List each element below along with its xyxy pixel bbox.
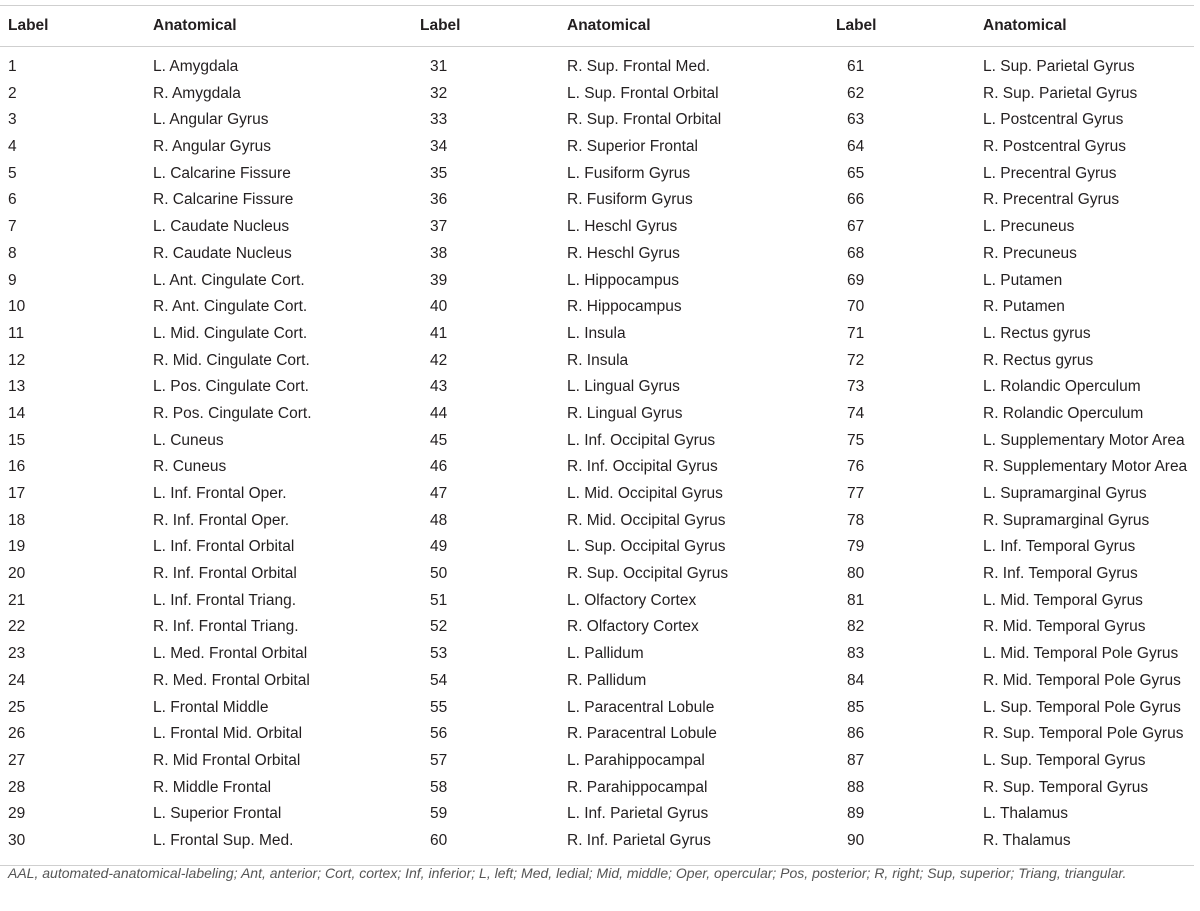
label-cell: 37 — [430, 218, 448, 236]
anatomical-cell: R. Inf. Frontal Triang. — [153, 618, 299, 636]
anatomical-cell: L. Precuneus — [983, 218, 1075, 236]
label-cell: 31 — [430, 58, 448, 75]
anatomical-cell: R. Middle Frontal — [153, 778, 272, 796]
anatomical-cell: L. Calcarine Fissure — [153, 164, 291, 182]
label-cell: 82 — [847, 618, 865, 636]
anatomical-cell: L. Thalamus — [983, 805, 1069, 823]
anatomical-cell: L. Rolandic Operculum — [983, 378, 1141, 396]
label-cell: 18 — [8, 511, 26, 529]
anatomical-cell: R. Mid Frontal Orbital — [153, 751, 301, 769]
table-row — [0, 775, 1196, 802]
anatomical-cell: L. Supplementary Motor Area — [983, 431, 1185, 449]
label-cell: 90 — [847, 831, 865, 849]
anatomical-cell: L. Med. Frontal Orbital — [153, 645, 308, 663]
label-cell: 40 — [430, 298, 448, 316]
label-cell: 49 — [430, 538, 448, 556]
anatomical-cell: R. Sup. Parietal Gyrus — [983, 84, 1138, 102]
table-row — [0, 534, 1196, 561]
label-cell: 32 — [430, 84, 448, 102]
anatomical-cell: L. Sup. Temporal Pole Gyrus — [983, 698, 1181, 716]
table-row — [0, 828, 1196, 855]
anatomical-cell: L. Mid. Temporal Gyrus — [983, 591, 1143, 609]
label-cell: 20 — [8, 565, 26, 583]
anatomical-cell: L. Olfactory Cortex — [567, 591, 697, 609]
anatomical-cell: R. Mid. Temporal Pole Gyrus — [983, 671, 1181, 689]
anatomical-cell: L. Angular Gyrus — [153, 111, 269, 129]
label-cell: 64 — [847, 138, 865, 156]
column-header: Label — [420, 17, 461, 34]
label-cell: 74 — [847, 404, 865, 422]
label-cell: 88 — [847, 778, 865, 796]
anatomical-cell: R. Mid. Cingulate Cort. — [153, 351, 310, 369]
label-cell: 36 — [430, 191, 448, 209]
anatomical-cell: L. Frontal Sup. Med. — [153, 831, 294, 849]
anatomical-cell: R. Superior Frontal — [567, 138, 698, 156]
label-cell: 13 — [8, 378, 26, 396]
anatomical-cell: R. Lingual Gyrus — [567, 404, 683, 422]
label-cell: 41 — [430, 324, 448, 342]
table-row — [0, 107, 1196, 134]
anatomical-cell: L. Rectus gyrus — [983, 324, 1091, 342]
table-row — [0, 161, 1196, 188]
anatomical-cell: L. Sup. Occipital Gyrus — [567, 538, 726, 556]
anatomical-cell: R. Sup. Temporal Gyrus — [983, 778, 1149, 796]
anatomical-cell: L. Pos. Cingulate Cort. — [153, 378, 309, 396]
anatomical-cell: R. Pos. Cingulate Cort. — [153, 404, 312, 422]
label-cell: 10 — [8, 298, 26, 316]
label-cell: 8 — [8, 244, 17, 262]
anatomical-cell: R. Postcentral Gyrus — [983, 138, 1126, 156]
column-header: Anatomical — [983, 17, 1067, 34]
label-cell: 58 — [430, 778, 448, 796]
anatomical-cell: L. Hippocampus — [567, 271, 680, 289]
label-cell: 21 — [8, 591, 26, 609]
table-row — [0, 81, 1196, 108]
label-cell: 68 — [847, 244, 865, 262]
anatomical-cell: R. Precentral Gyrus — [983, 191, 1120, 209]
anatomical-cell: R. Amygdala — [153, 84, 241, 102]
label-cell: 59 — [430, 805, 448, 823]
column-header: Label — [836, 17, 877, 34]
anatomical-cell: L. Paracentral Lobule — [567, 698, 715, 716]
label-cell: 27 — [8, 751, 26, 769]
anatomical-cell: R. Rectus gyrus — [983, 351, 1094, 369]
label-cell: 26 — [8, 725, 26, 743]
table-row — [0, 374, 1196, 401]
table-row — [0, 588, 1196, 615]
anatomical-cell: L. Putamen — [983, 271, 1063, 289]
label-cell: 85 — [847, 698, 865, 716]
table-row — [0, 614, 1196, 641]
label-cell: 67 — [847, 218, 865, 236]
anatomical-cell: L. Inf. Temporal Gyrus — [983, 538, 1136, 556]
anatomical-cell: R. Inf. Occipital Gyrus — [567, 458, 718, 476]
label-cell: 71 — [847, 324, 865, 342]
anatomical-cell: R. Precuneus — [983, 244, 1077, 262]
anatomical-cell: L. Frontal Middle — [153, 698, 269, 716]
anatomical-cell: L. Fusiform Gyrus — [567, 164, 691, 182]
anatomical-cell: L. Supramarginal Gyrus — [983, 485, 1147, 502]
label-cell: 16 — [8, 458, 26, 476]
label-cell: 75 — [847, 431, 865, 449]
label-cell: 65 — [847, 164, 865, 182]
anatomical-cell: L. Sup. Temporal Gyrus — [983, 751, 1146, 769]
label-cell: 52 — [430, 618, 448, 636]
label-cell: 89 — [847, 805, 865, 823]
label-cell: 2 — [8, 84, 17, 102]
label-cell: 48 — [430, 511, 448, 529]
anatomical-cell: L. Mid. Cingulate Cort. — [153, 324, 308, 342]
anatomical-cell: R. Sup. Temporal Pole Gyrus — [983, 725, 1184, 743]
anatomical-cell: R. Paracentral Lobule — [567, 725, 717, 743]
label-cell: 6 — [8, 191, 17, 209]
label-cell: 50 — [430, 565, 448, 583]
anatomical-cell: R. Hippocampus — [567, 298, 682, 316]
table-row — [0, 214, 1196, 241]
label-cell: 70 — [847, 298, 865, 316]
anatomical-cell: L. Inf. Parietal Gyrus — [567, 805, 709, 823]
label-cell: 38 — [430, 244, 448, 262]
anatomical-cell: R. Mid. Temporal Gyrus — [983, 618, 1146, 636]
anatomical-cell: R. Med. Frontal Orbital — [153, 671, 310, 689]
anatomical-cell: R. Putamen — [983, 298, 1065, 316]
anatomical-cell: R. Mid. Occipital Gyrus — [567, 511, 726, 529]
label-cell: 63 — [847, 111, 865, 129]
label-cell: 45 — [430, 431, 448, 449]
label-cell: 57 — [430, 751, 448, 769]
label-cell: 12 — [8, 351, 26, 369]
label-cell: 30 — [8, 831, 26, 849]
label-cell: 22 — [8, 618, 26, 636]
label-cell: 54 — [430, 671, 448, 689]
label-cell: 43 — [430, 378, 448, 396]
anatomical-cell: R. Inf. Frontal Oper. — [153, 511, 290, 529]
table-row — [0, 348, 1196, 375]
anatomical-cell: L. Caudate Nucleus — [153, 218, 290, 236]
anatomical-cell: L. Superior Frontal — [153, 805, 282, 823]
label-cell: 60 — [430, 831, 448, 849]
label-cell: 42 — [430, 351, 448, 369]
label-cell: 77 — [847, 485, 865, 502]
label-cell: 17 — [8, 485, 26, 502]
label-cell: 62 — [847, 84, 865, 102]
anatomical-cell: L. Precentral Gyrus — [983, 164, 1117, 182]
label-cell: 5 — [8, 164, 17, 182]
label-cell: 76 — [847, 458, 865, 476]
anatomical-cell: R. Supplementary Motor Area — [983, 458, 1188, 476]
table-body — [0, 54, 1196, 855]
label-cell: 15 — [8, 431, 26, 449]
anatomical-cell: L. Ant. Cingulate Cort. — [153, 271, 305, 289]
label-cell: 19 — [8, 538, 26, 556]
anatomical-cell: R. Inf. Frontal Orbital — [153, 565, 297, 583]
label-cell: 51 — [430, 591, 448, 609]
anatomical-cell: L. Cuneus — [153, 431, 224, 449]
label-cell: 80 — [847, 565, 865, 583]
anatomical-cell: R. Sup. Occipital Gyrus — [567, 565, 729, 583]
anatomical-cell: L. Inf. Frontal Oper. — [153, 485, 287, 502]
anatomical-cell: L. Sup. Parietal Gyrus — [983, 58, 1135, 75]
table-footnote: AAL, automated-anatomical-labeling; Ant, anterior; Cort, cortex; Inf, inferior; L, left; Med, ledial; Mid, middle; Oper, opercular; Pos, posterior; R, right; Sup, superior; Triang, triangular. — [8, 865, 1127, 881]
label-cell: 79 — [847, 538, 865, 556]
table-row — [0, 54, 1196, 81]
label-cell: 33 — [430, 111, 448, 129]
anatomical-cell: L. Inf. Occipital Gyrus — [567, 431, 716, 449]
anatomical-cell: L. Inf. Frontal Orbital — [153, 538, 295, 556]
anatomical-cell: R. Caudate Nucleus — [153, 244, 292, 262]
anatomical-cell: R. Angular Gyrus — [153, 138, 272, 156]
anatomical-cell: R. Sup. Frontal Med. — [567, 58, 711, 75]
anatomical-cell: L. Parahippocampal — [567, 751, 705, 769]
label-cell: 11 — [8, 324, 25, 342]
label-cell: 66 — [847, 191, 865, 209]
anatomical-cell: L. Lingual Gyrus — [567, 378, 680, 396]
label-cell: 23 — [8, 645, 26, 663]
table-row — [0, 134, 1196, 161]
table-row — [0, 187, 1196, 214]
label-cell: 83 — [847, 645, 865, 663]
column-header: Anatomical — [153, 17, 237, 34]
anatomical-cell: R. Rolandic Operculum — [983, 404, 1144, 422]
anatomical-cell: L. Amygdala — [153, 58, 239, 75]
anatomical-cell: R. Thalamus — [983, 831, 1071, 849]
anatomical-cell: L. Postcentral Gyrus — [983, 111, 1124, 129]
table-row — [0, 721, 1196, 748]
table-row — [0, 428, 1196, 455]
label-cell: 72 — [847, 351, 865, 369]
label-cell: 47 — [430, 485, 448, 502]
label-cell: 3 — [8, 111, 17, 129]
label-cell: 7 — [8, 218, 17, 236]
anatomical-cell: R. Inf. Temporal Gyrus — [983, 565, 1138, 583]
header-row — [0, 6, 1196, 46]
anatomical-cell: L. Sup. Frontal Orbital — [567, 84, 719, 102]
table-row — [0, 695, 1196, 722]
table-row — [0, 454, 1196, 481]
label-cell: 81 — [847, 591, 865, 609]
anatomical-cell: R. Heschl Gyrus — [567, 244, 680, 262]
label-cell: 44 — [430, 404, 448, 422]
label-cell: 73 — [847, 378, 865, 396]
table-row — [0, 401, 1196, 428]
label-cell: 53 — [430, 645, 448, 663]
label-cell: 69 — [847, 271, 865, 289]
anatomical-cell: L. Insula — [567, 324, 626, 342]
label-cell: 61 — [847, 58, 865, 75]
label-cell: 4 — [8, 138, 17, 156]
table-row — [0, 801, 1196, 828]
table-row — [0, 561, 1196, 588]
anatomical-cell: R. Insula — [567, 351, 629, 369]
label-cell: 55 — [430, 698, 448, 716]
label-cell: 87 — [847, 751, 865, 769]
column-header: Anatomical — [567, 17, 651, 34]
label-cell: 56 — [430, 725, 448, 743]
label-cell: 84 — [847, 671, 865, 689]
anatomical-labels-table — [0, 5, 1196, 866]
label-cell: 34 — [430, 138, 448, 156]
table-row — [0, 294, 1196, 321]
anatomical-cell: R. Ant. Cingulate Cort. — [153, 298, 308, 316]
table-row — [0, 748, 1196, 775]
label-cell: 39 — [430, 271, 448, 289]
label-cell: 86 — [847, 725, 865, 743]
table-row — [0, 508, 1196, 535]
label-cell: 35 — [430, 164, 448, 182]
header-rule — [0, 46, 1194, 47]
table-row — [0, 321, 1196, 348]
anatomical-cell: R. Olfactory Cortex — [567, 618, 699, 636]
label-cell: 25 — [8, 698, 26, 716]
label-cell: 78 — [847, 511, 865, 529]
label-cell: 46 — [430, 458, 448, 476]
table-row — [0, 241, 1196, 268]
anatomical-cell: L. Heschl Gyrus — [567, 218, 678, 236]
anatomical-cell: R. Sup. Frontal Orbital — [567, 111, 722, 129]
anatomical-cell: R. Inf. Parietal Gyrus — [567, 831, 711, 849]
label-cell: 9 — [8, 271, 17, 289]
anatomical-cell: R. Cuneus — [153, 458, 227, 476]
label-cell: 29 — [8, 805, 26, 823]
anatomical-cell: L. Mid. Occipital Gyrus — [567, 485, 723, 502]
table-row — [0, 668, 1196, 695]
label-cell: 28 — [8, 778, 26, 796]
anatomical-cell: R. Fusiform Gyrus — [567, 191, 693, 209]
label-cell: 24 — [8, 671, 26, 689]
anatomical-cell: L. Frontal Mid. Orbital — [153, 725, 303, 743]
anatomical-cell: L. Inf. Frontal Triang. — [153, 591, 297, 609]
label-cell: 1 — [8, 58, 17, 75]
column-header: Label — [8, 17, 49, 34]
anatomical-cell: R. Supramarginal Gyrus — [983, 511, 1150, 529]
table-row — [0, 268, 1196, 295]
anatomical-cell: R. Calcarine Fissure — [153, 191, 294, 209]
anatomical-cell: R. Pallidum — [567, 671, 647, 689]
table-row — [0, 481, 1196, 508]
table-row — [0, 641, 1196, 668]
label-cell: 14 — [8, 404, 26, 422]
anatomical-cell: R. Parahippocampal — [567, 778, 708, 796]
anatomical-cell: L. Pallidum — [567, 645, 644, 663]
anatomical-cell: L. Mid. Temporal Pole Gyrus — [983, 645, 1179, 663]
